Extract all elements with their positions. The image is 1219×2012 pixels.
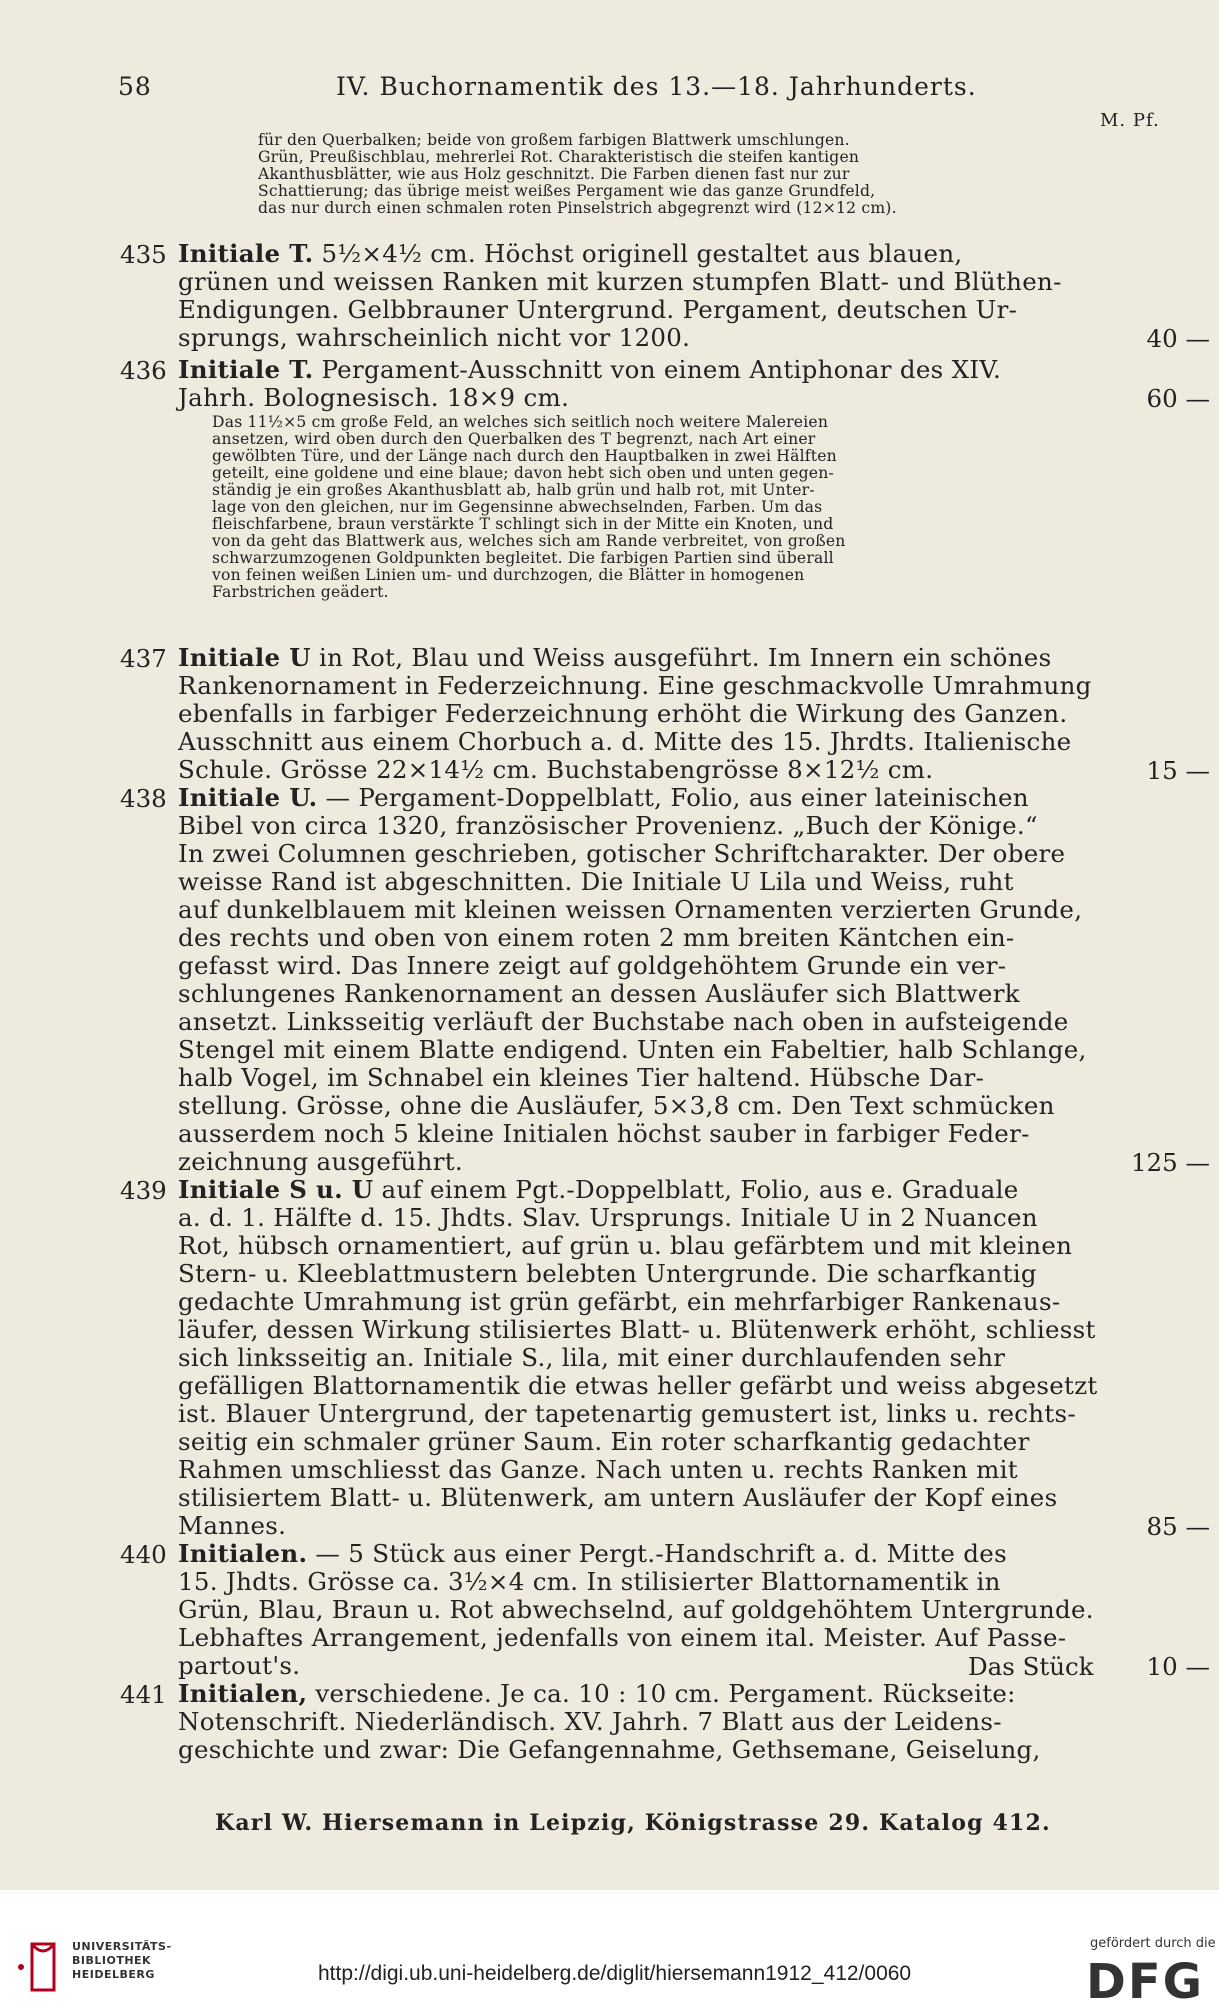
- university-library-logo-icon: [12, 1938, 60, 1996]
- running-header: [118, 72, 1118, 112]
- running-title: IV. Buchornamentik des 13.—18. Jahrhunderts.: [336, 72, 977, 101]
- note-line: fleischfarbene, braun verstärkte T schlingt sich in der Mitte ein Knoten, und: [212, 515, 834, 533]
- library-name: [72, 1940, 172, 1982]
- note-line: schwarzumzogenen Goldpunkten begleitet. Die farbigen Partien sind überall: [212, 549, 834, 567]
- entry-text: [178, 644, 1098, 784]
- entry-line: Stengel mit einem Blatte endigend. Unten ein Fabeltier, halb Schlange,: [178, 1035, 1087, 1064]
- entry-line: stellung. Grösse, ohne die Ausläufer, 5×3,8 cm. Den Text schmücken: [178, 1091, 1055, 1120]
- note-line: ansetzen, wird oben durch den Querbalken des T begrenzt, nach Art einer: [212, 430, 816, 448]
- entry-line: a. d. 1. Hälfte d. 15. Jhdts. Slav. Ursprungs. Initiale U in 2 Nuancen: [178, 1203, 1038, 1232]
- entry-number: 440: [120, 1540, 167, 1569]
- entry-number: 435: [120, 240, 167, 269]
- entry-heading: Initiale T.: [178, 239, 314, 268]
- entry-line: stilisiertem Blatt- u. Blütenwerk, am untern Ausläufer der Kopf eines: [178, 1483, 1058, 1512]
- entry-line: grünen und weissen Ranken mit kurzen stumpfen Blatt- und Blüthen-: [178, 267, 1062, 296]
- entry-line: Rahmen umschliesst das Ganze. Nach unten u. rechts Ranken mit: [178, 1455, 1018, 1484]
- entry-line: halb Vogel, im Schnabel ein kleines Tier haltend. Hübsche Dar-: [178, 1063, 985, 1092]
- note-line: das nur durch einen schmalen roten Pinselstrich abgegrenzt wird (12×12 cm).: [258, 199, 897, 217]
- library-name-line: BIBLIOTHEK: [72, 1954, 152, 1967]
- entry-text: [178, 240, 1098, 352]
- entry-line: zeichnung ausgeführt.: [178, 1147, 463, 1176]
- entry-line: geschichte und zwar: Die Gefangennahme, Gethsemane, Geiselung,: [178, 1735, 1041, 1764]
- source-url-link[interactable]: http://digi.ub.uni-heidelberg.de/diglit/hiersemann1912_412/0060: [318, 1962, 912, 1985]
- note-line: Das 11½×5 cm große Feld, an welches sich seitlich noch weitere Malereien: [212, 413, 829, 431]
- entry-line: ist. Blauer Untergrund, der tapetenartig gemustert ist, links u. rechts-: [178, 1399, 1076, 1428]
- entry-line: Pergament-Ausschnitt von einem Antiphonar des XIV.: [313, 355, 1002, 384]
- note-line: lage von den gleichen, nur im Gegensinne abwechselnden, Farben. Um das: [212, 498, 823, 516]
- entry-line: ebenfalls in farbiger Federzeichnung erhöht die Wirkung des Ganzen.: [178, 699, 1068, 728]
- entry-heading: Initiale U.: [178, 783, 318, 812]
- entry-text: [178, 356, 1098, 412]
- sponsor-label: gefördert durch die: [1090, 1936, 1216, 1951]
- entry-line: partout's.: [178, 1651, 301, 1680]
- entry-line: Bibel von circa 1320, französischer Provenienz. „Buch der Könige.“: [178, 811, 1038, 840]
- entry-price: 40 —: [1146, 324, 1210, 353]
- entry-line: ansetzt. Linksseitig verläuft der Buchstabe nach oben in aufsteigende: [178, 1007, 1069, 1036]
- library-name-line: UNIVERSITÄTS-: [72, 1940, 172, 1953]
- entry-line: Schule. Grösse 22×14½ cm. Buchstabengrösse 8×12½ cm.: [178, 755, 934, 784]
- publisher-footer: Karl W. Hiersemann in Leipzig, Königstrasse 29. Katalog 412.: [215, 1810, 1051, 1836]
- entry-line: Rot, hübsch ornamentiert, auf grün u. blau gefärbtem und mit kleinen: [178, 1231, 1073, 1260]
- entry-line: verschiedene. Je ca. 10 : 10 cm. Pergament. Rückseite:: [307, 1679, 1016, 1708]
- entry-number: 441: [120, 1680, 167, 1709]
- entry-line: — 5 Stück aus einer Pergt.-Handschrift a. d. Mitte des: [307, 1539, 1007, 1568]
- entry-line: des rechts und oben von einem roten 2 mm breiten Käntchen ein-: [178, 923, 1015, 952]
- entry-heading: Initiale T.: [178, 355, 314, 384]
- entry-number: 439: [120, 1176, 167, 1205]
- entry-line: ausserdem noch 5 kleine Initialen höchst sauber in farbiger Feder-: [178, 1119, 1030, 1148]
- entry-line: sich linksseitig an. Initiale S., lila, mit einer durchlaufenden sehr: [178, 1343, 1006, 1372]
- entry-heading: Initialen.: [178, 1539, 308, 1568]
- entry-text: [178, 1540, 1098, 1680]
- entry-number: 437: [120, 644, 167, 673]
- entry-price: 10 —: [1146, 1652, 1210, 1681]
- entry-heading: Initiale U: [178, 643, 311, 672]
- entry-line: gedachte Umrahmung ist grün gefärbt, ein mehrfarbiger Rankenaus-: [178, 1287, 1061, 1316]
- entry-line: Mannes.: [178, 1511, 287, 1540]
- entry-price: 85 —: [1146, 1512, 1210, 1541]
- price-column-head: M. Pf.: [1100, 110, 1160, 131]
- entry-line: Lebhaftes Arrangement, jedenfalls von einem ital. Meister. Auf Passe-: [178, 1623, 1067, 1652]
- entry-heading: Initialen,: [178, 1679, 308, 1708]
- entry-text: [178, 1176, 1098, 1540]
- page-number: 58: [118, 72, 152, 101]
- price-unit-label: Das Stück: [968, 1652, 1094, 1681]
- note-line: Akanthusblätter, wie aus Holz geschnitzt. Die Farben dienen fast nur zur: [258, 165, 850, 183]
- entry-line: auf dunkelblauem mit kleinen weissen Ornamenten verzierten Grunde,: [178, 895, 1083, 924]
- entry-line: 5½×4½ cm. Höchst originell gestaltet aus blauen,: [313, 239, 963, 268]
- entry-436-note: [212, 414, 1098, 601]
- entry-line: seitig ein schmaler grüner Saum. Ein roter scharfkantig gedachter: [178, 1427, 1030, 1456]
- entry-line: läufer, dessen Wirkung stilisiertes Blatt- u. Blütenwerk erhöht, schliesst: [178, 1315, 1096, 1344]
- entry-line: auf einem Pgt.-Doppelblatt, Folio, aus e. Graduale: [373, 1175, 1019, 1204]
- entry-number: 438: [120, 784, 167, 813]
- entry-number: 436: [120, 356, 167, 385]
- entry-text: [178, 1680, 1098, 1764]
- entry-line: sprungs, wahrscheinlich nicht vor 1200.: [178, 323, 691, 352]
- entry-line: Grün, Blau, Braun u. Rot abwechselnd, auf goldgehöhtem Untergrunde.: [178, 1595, 1094, 1624]
- entry-line: Stern- u. Kleeblattmustern belebten Untergrunde. Die scharfkantig: [178, 1259, 1037, 1288]
- entry-price: 60 —: [1146, 384, 1210, 413]
- entry-price: 15 —: [1146, 756, 1210, 785]
- note-line: ständig je ein großes Akanthusblatt ab, halb grün und halb rot, mit Unter-: [212, 481, 815, 499]
- note-line: Farbstrichen geädert.: [212, 583, 389, 601]
- entry-line: gefasst wird. Das Innere zeigt auf goldgehöhtem Grunde ein ver-: [178, 951, 1007, 980]
- digitization-bar: [0, 1890, 1219, 2012]
- entry-heading: Initiale S u. U: [178, 1175, 374, 1204]
- entry-line: Rankenornament in Federzeichnung. Eine geschmackvolle Umrahmung: [178, 671, 1092, 700]
- library-name-line: HEIDELBERG: [72, 1968, 155, 1981]
- entry-text: [178, 784, 1098, 1176]
- entry-line: In zwei Columnen geschrieben, gotischer Schriftcharakter. Der obere: [178, 839, 1066, 868]
- entry-line: 15. Jhdts. Grösse ca. 3½×4 cm. In stilisierter Blattornamentik in: [178, 1567, 1001, 1596]
- entry-line: Endigungen. Gelbbrauner Untergrund. Pergament, deutschen Ur-: [178, 295, 1018, 324]
- entry-line: Jahrh. Bolognesisch. 18×9 cm.: [178, 383, 570, 412]
- entry-line: gefälligen Blattornamentik die etwas heller gefärbt und weiss abgesetzt: [178, 1371, 1098, 1400]
- note-line: von da geht das Blattwerk aus, welches sich am Rande verbreitet, von großen: [212, 532, 846, 550]
- note-line: gewölbten Türe, und der Länge nach durch den Hauptbalken in zwei Hälften: [212, 447, 837, 465]
- entry-line: schlungenes Rankenornament an dessen Ausläufer sich Blattwerk: [178, 979, 1020, 1008]
- entry-price: 125 —: [1130, 1148, 1210, 1177]
- dfg-logo: DFG: [1086, 1954, 1205, 2010]
- note-line: Grün, Preußischblau, mehrerlei Rot. Charakteristisch die steifen kantigen: [258, 148, 860, 166]
- intro-note: [258, 132, 1098, 217]
- entry-line: weisse Rand ist abgeschnitten. Die Initiale U Lila und Weiss, ruht: [178, 867, 1014, 896]
- note-line: von feinen weißen Linien um- und durchzogen, die Blätter in homogenen: [212, 566, 805, 584]
- entry-line: Notenschrift. Niederländisch. XV. Jahrh. 7 Blatt aus der Leidens-: [178, 1707, 1002, 1736]
- note-line: geteilt, eine goldene und eine blaue; davon hebt sich oben und unten gegen-: [212, 464, 834, 482]
- entry-line: in Rot, Blau und Weiss ausgeführt. Im Innern ein schönes: [310, 643, 1052, 672]
- entry-line: — Pergament-Doppelblatt, Folio, aus einer lateinischen: [317, 783, 1029, 812]
- entry-line: Ausschnitt aus einem Chorbuch a. d. Mitte des 15. Jhrdts. Italienische: [178, 727, 1072, 756]
- note-line: Schattierung; das übrige meist weißes Pergament wie das ganze Grundfeld,: [258, 182, 876, 200]
- note-line: für den Querbalken; beide von großem farbigen Blattwerk umschlungen.: [258, 131, 850, 149]
